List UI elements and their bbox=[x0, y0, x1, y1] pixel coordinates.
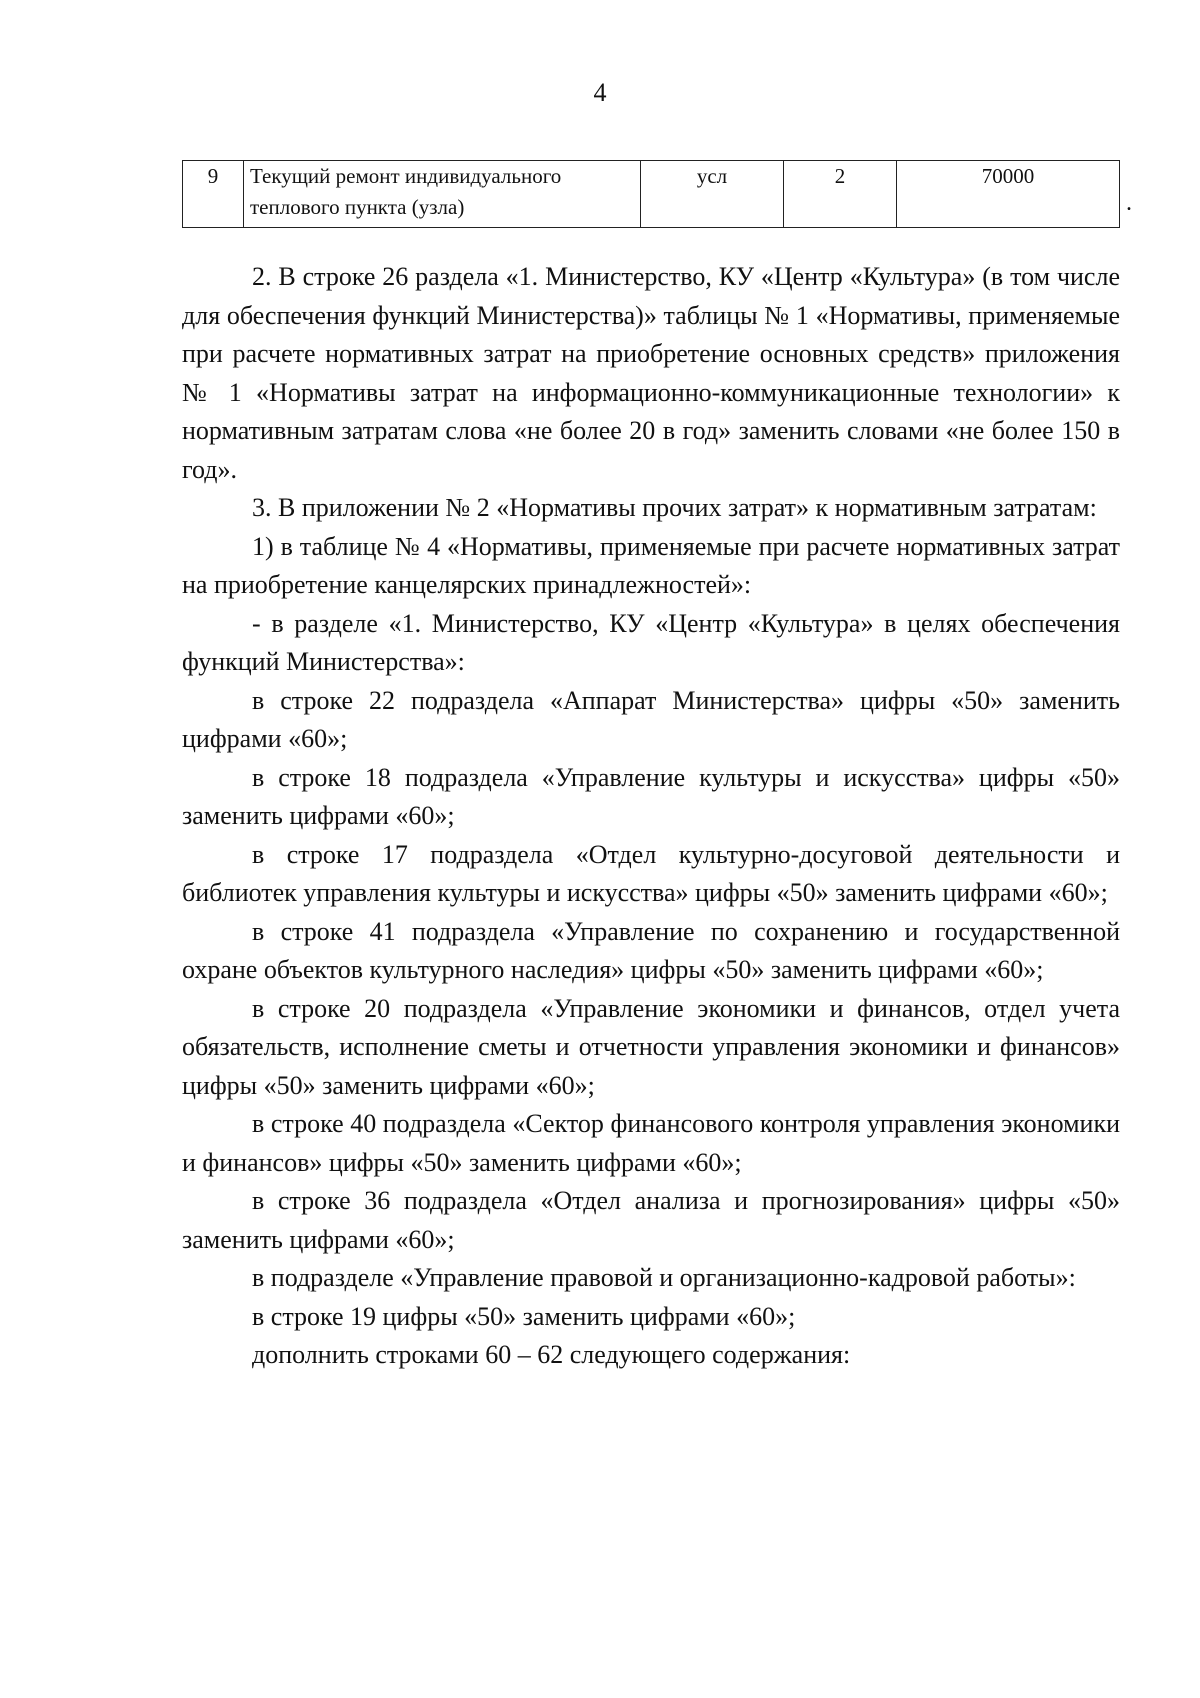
norms-table bbox=[182, 160, 1120, 228]
paragraph-item-2: 2. В строке 26 раздела «1. Министерство, КУ «Центр «Культура» (в том числе для обеспечения функций Министерства)» таблицы № 1 «Нормативы, применяемые при расчете нормативных затрат на приобретение основных средств» приложения № 1 «Нормативы затрат на информационно-коммуникационные технологии» к нормативным затратам слова «не более 20 в год» заменить словами «не более 150 в год». bbox=[182, 262, 1120, 484]
paragraph-subitem-1: 1) в таблице № 4 «Нормативы, применяемые при расчете нормативных затрат на приобретение канцелярских принадлежностей»: bbox=[182, 531, 1120, 599]
paragraph-analysis-dept: в строке 36 подраздела «Отдел анализа и прогнозирования» цифры «50» заменить цифрами «60»; bbox=[182, 1186, 1120, 1254]
paragraph-legal-dept: в подразделе «Управление правовой и организационно-кадровой работы»: bbox=[252, 1263, 1076, 1292]
paragraph-leisure-dept: в строке 17 подраздела «Отдел культурно-досуговой деятельности и библиотек управления культуры и искусства» цифры «50» заменить цифрами «60»; bbox=[182, 839, 1120, 907]
paragraph-culture-dept: в строке 18 подраздела «Управление культуры и искусства» цифры «50» заменить цифрами «60»; bbox=[182, 762, 1120, 830]
table-row bbox=[183, 161, 1120, 228]
price-cell: 70000 bbox=[897, 161, 1120, 228]
document-body bbox=[182, 258, 1120, 1375]
quantity-cell: 2 bbox=[784, 161, 897, 228]
unit-cell: усл bbox=[641, 161, 784, 228]
item-name-cell: Текущий ремонт индивидуального теплового пункта (узла) bbox=[244, 161, 641, 228]
paragraph-item-3: 3. В приложении № 2 «Нормативы прочих затрат» к нормативным затратам: bbox=[252, 493, 1097, 522]
table-fragment bbox=[182, 160, 1132, 228]
paragraph-apparatus: в строке 22 подраздела «Аппарат Министерства» цифры «50» заменить цифрами «60»; bbox=[182, 685, 1120, 753]
row-number-cell: 9 bbox=[183, 161, 244, 228]
page-number: 4 bbox=[593, 78, 607, 107]
table-trailing-mark: . bbox=[1126, 190, 1132, 216]
paragraph-heritage-dept: в строке 41 подраздела «Управление по сохранению и государственной охране объектов культурного наследия» цифры «50» заменить цифрами «60»; bbox=[182, 916, 1120, 984]
paragraph-row-19: в строке 19 цифры «50» заменить цифрами «60»; bbox=[252, 1301, 796, 1331]
paragraph-finance-dept: в строке 20 подраздела «Управление экономики и финансов, отдел учета обязательств, исполнение сметы и отчетности управления экономики и финансов» цифры «50» заменить цифрами «60»; bbox=[182, 993, 1120, 1100]
paragraph-add-rows: дополнить строками 60 – 62 следующего содержания: bbox=[252, 1340, 851, 1369]
paragraph-control-sector: в строке 40 подраздела «Сектор финансового контроля управления экономики и финансов» цифры «50» заменить цифрами «60»; bbox=[182, 1109, 1120, 1177]
paragraph-section-1: - в разделе «1. Министерство, КУ «Центр «Культура» в целях обеспечения функций Министерства»: bbox=[182, 608, 1120, 676]
